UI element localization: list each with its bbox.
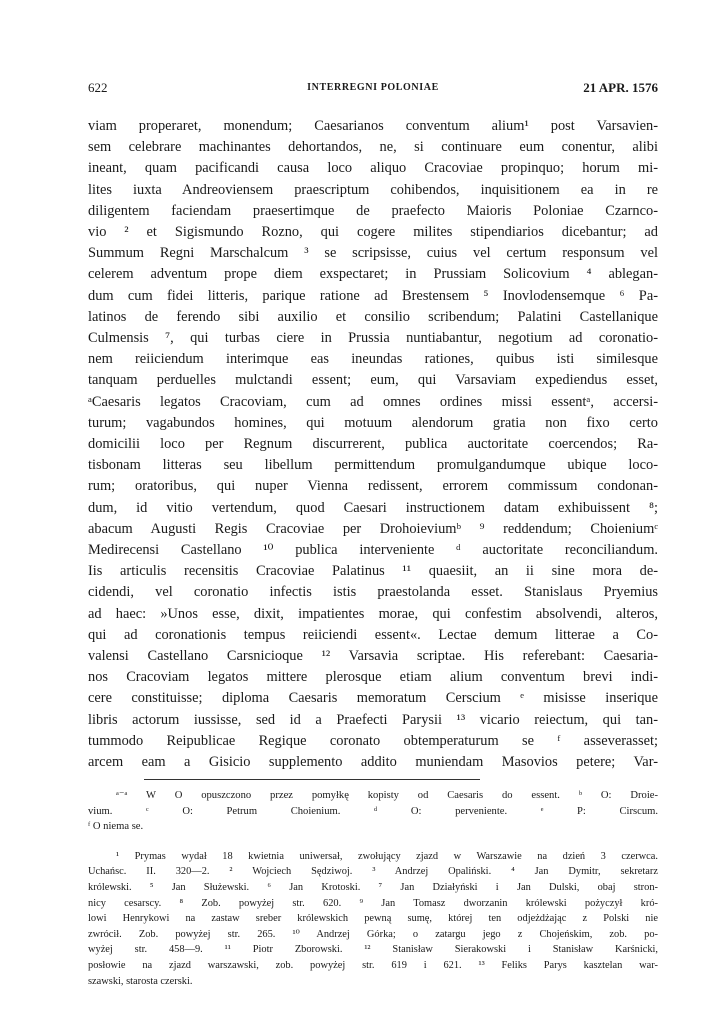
footnote-line: królewski. ⁵ Jan Służewski. ⁶ Jan Krotoski. ⁷ Jan Działyński i Jan Dulski, obaj stron- — [88, 881, 658, 893]
text-line: celerem adventum prope diem exspectaret; in Prussiam Solicovium ⁴ ablegan- — [88, 266, 658, 283]
variant-note-line: ᵃ⁻ᵃ W O opuszczono przez pomyłkę kopisty od Caesaris do essent. ᵇ O: Droie- — [116, 790, 658, 802]
text-line: ᵃCaesaris legatos Cracoviam, cum ad omnes ordines missi essentᵃ, accersi- — [88, 393, 658, 410]
text-line: ineant, quam pacificandi causa loco aliquo Cracoviae propinquo; horum mi- — [88, 160, 658, 177]
page-number: 622 — [88, 80, 108, 95]
text-line: tisbonam litteras seu libellum permittendum promulgandumque ubique loco- — [88, 457, 658, 474]
text-line: abacum Augusti Regis Cracoviae per Drohoieviumᵇ ⁹ reddendum; Choieniumᶜ — [88, 520, 658, 537]
text-line: nos Cracoviam legatos mittere plerosque etiam alium conventum brevi indi- — [88, 669, 658, 686]
text-line: latinos de ferendo sibi auxilio et consilio scribendum; Palatini Castellanique — [88, 308, 658, 325]
text-line: valensi Castellano Carsnicioque ¹² Varsavia scriptae. His referebant: Caesaria- — [88, 648, 658, 665]
text-line: diligentem faciendam praesertimque de praefecto Maioris Poloniae Czarnco- — [88, 202, 658, 219]
header-date: 21 APR. 1576 — [583, 80, 658, 95]
text-line: Iis articulis recensitis Cracoviae Palatinus ¹¹ quaesiit, an ii sine mora de- — [88, 563, 658, 580]
text-line: cere constituisse; diploma Caesaris memoratum Cerscium ᵉ misisse inserique — [88, 690, 658, 707]
text-line: Culmensis ⁷, qui turbas ciere in Prussia nuntiabantur, negotium ad coronatio- — [88, 330, 658, 347]
text-line: arcem eam a Gisicio supplemento addito muniendam Masovios petere; Var- — [88, 754, 658, 771]
text-line: domicilii loco per Regnum discurrerent, publica auctoritate coercendos; Ra- — [88, 436, 658, 453]
text-line: dum cum fidei litteris, parique ratione ad Brestensem ⁵ Inovlodensemque ⁶ Pa- — [88, 287, 658, 304]
text-line: dum, id vitio vertendum, quod Caesari instructionem datam exhibuissent ⁸; — [88, 499, 658, 516]
variant-notes — [88, 788, 658, 835]
page-header — [88, 70, 658, 98]
text-line: libris actorum iussisse, sed id a Praefecti Parysii ¹³ vicario reiectum, qui tan- — [88, 711, 658, 728]
text-line: lites iuxta Andreoviensem praescriptum cohibendos, inquisitionem ea in re — [88, 181, 658, 198]
footnote-line: posłowie na zjazd warszawski, zob. powyżej str. 619 i 621. ¹³ Feliks Parys kasztelan war- — [88, 959, 658, 971]
text-line: nem reiiciendum interimque eas ineundas rationes, quibus isti similesque — [88, 351, 658, 368]
main-text — [88, 116, 658, 773]
text-line: vio ² et Sigismundo Rozno, qui cogere milites stipendiarios dicebantur; ad — [88, 224, 658, 241]
variant-note-line: ᶠ O niema se. — [88, 821, 144, 833]
footnote-line: szawski, starosta czerski. — [88, 975, 193, 987]
footnote-line: wyżej str. 458—9. ¹¹ Piotr Zborowski. ¹² Stanisław Sierakowski i Stanisław Karśnicki, — [88, 944, 658, 956]
text-line: tanquam perduelles mulctandi essent; eum, qui Varsaviam expediendus esset, — [88, 372, 658, 389]
footnote-line: ¹ Prymas wydał 18 kwietnia uniwersał, zwołujący zjazd w Warszawie na dzień 3 czerwca. — [116, 850, 658, 862]
footnote-line: lowi Henrykowi na zastaw sreber królewskich pewną sumę, której ten odjeżdżając z Polski nie — [88, 913, 658, 925]
page — [88, 70, 658, 987]
text-line: qui ad coronationis tempus reiiciendi essent«. Lectae demum litterae a Co- — [88, 626, 658, 643]
text-line: tummodo Reipublicae Regique coronato obtemperaturum se ᶠ asseverasset; — [88, 732, 658, 749]
footnotes — [88, 849, 658, 989]
text-line: sem celebrare machinantes dehortandos, ne, si continuare eum conentur, alibi — [88, 139, 658, 156]
text-line: ad haec: »Unos esse, dixit, impatientes morae, qui confestim absolvendi, alteros, — [88, 605, 658, 622]
running-title: INTERREGNI POLONIAE — [307, 82, 439, 93]
footnote-line: Uchańsc. II. 320—2. ² Wojciech Sędziwoj. ³ Andrzej Opaliński. ⁴ Jan Dymitr, sekretarz — [88, 866, 658, 878]
footnote-line: zwrócił. Zob. powyżej str. 265. ¹⁰ Andrzej Górka; o zatargu jego z Chojeńskim, zob. po- — [88, 928, 658, 940]
footnote-line: nicy cesarscy. ⁸ Zob. powyżej str. 620. ⁹ Jan Tomasz dworzanin królewski pożyczył kró- — [88, 897, 658, 909]
text-line: turum; vagabundos homines, qui motuum alendorum gratia non fixo certo — [88, 414, 658, 431]
variant-note-line: vium. ᶜ O: Petrum Choienium. ᵈ O: perveniente. ᵉ P: Cirscum. — [88, 805, 658, 817]
text-line: Summum Regni Marschalcum ³ se scripsisse, cuius vel certum responsum vel — [88, 245, 658, 262]
text-line: rum; oratoribus, qui nuper Vienna redissent, errorem commissum condonan- — [88, 478, 658, 495]
text-line: cidendi, vel coronatio infectis istis praestolanda esset. Stanislaus Pryemius — [88, 584, 658, 601]
footnote-divider — [144, 779, 480, 780]
text-line: viam properaret, monendum; Caesarianos conventum alium¹ post Varsavien- — [88, 118, 658, 134]
text-line: Medirecensi Castellano ¹⁰ publica interveniente ᵈ auctoritate reconciliandum. — [88, 542, 658, 559]
